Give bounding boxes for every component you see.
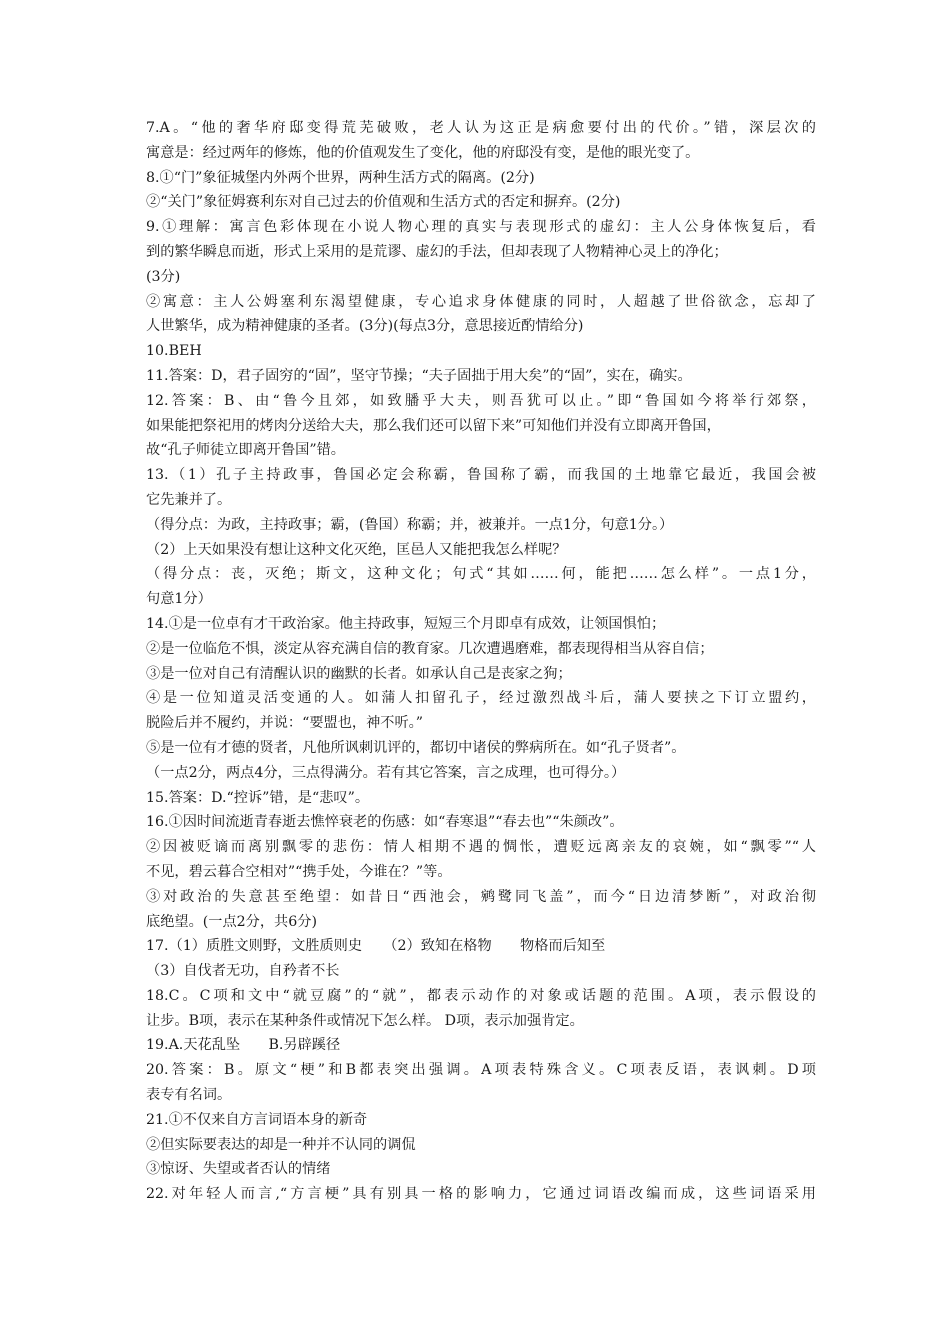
text-line-38: 19.A.天花乱坠 B.另辟蹊径: [146, 1037, 341, 1054]
text-line-21: 14.①是一位卓有才干政治家。他主持政事，短短三个月即卓有成效，让领国惧怕；: [146, 615, 666, 632]
text-line-36: 18.C。C项和文中“就豆腐”的“就”，都表示动作的对象或话题的范围。A项，表示假设的: [146, 987, 816, 1004]
text-line-37: 让步。B项，表示在某种条件或情况下怎么样。 D项，表示加强肯定。: [146, 1012, 584, 1029]
text-line-30: ②因被贬谪而离别飘零的悲伤：情人相期不遇的惆怅，遭贬远离亲友的哀婉，如“飘零”“人: [146, 839, 816, 856]
text-line-15: 13.（1）孔子主持政事，鲁国必定会称霸，鲁国称了霸，而我国的土地靠它最近，我国会被: [146, 467, 816, 484]
text-line-42: ②但实际要表达的却是一种并不认同的调侃: [146, 1136, 416, 1153]
text-line-8: ②寓意：主人公姆塞利东渴望健康，专心追求身体健康的同时，人超越了世俗欲念，忘却了: [146, 293, 816, 310]
text-line-20: 句意1分）: [146, 591, 212, 608]
text-line-44: 22.对年轻人而言,“方言梗”具有别具一格的影响力，它通过词语改编而成，这些词语采用: [146, 1186, 816, 1203]
text-line-16: 它先兼并了。: [146, 491, 232, 508]
text-line-3: 8.①“门”象征城堡内外两个世界，两种生活方式的隔离。(2分): [146, 169, 535, 186]
text-line-18: （2）上天如果没有想让这种文化灭绝，匡邑人又能把我怎么样呢？: [146, 541, 567, 558]
text-line-40: 表专有名词。: [146, 1087, 232, 1104]
text-line-26: ⑤是一位有才德的贤者，凡他所讽刺讥评的，都切中诸侯的弊病所在。如“孔子贤者”。: [146, 739, 686, 756]
text-line-32: ③对政治的失意甚至绝望：如昔日“西池会，鹓鹭同飞盖”，而今“日边清梦断”，对政治彻: [146, 888, 816, 905]
answer-key-text: [146, 116, 816, 1207]
text-line-11: 11.答案：D，君子固穷的“固”，坚守节操；“夫子固拙于用大矣”的“固”，实在，确实。: [146, 367, 692, 384]
text-line-29: 16.①因时间流逝青春逝去憔悴衰老的伤感：如“春寒退”“春去也”“朱颜改”。: [146, 814, 624, 831]
text-line-5: 9.①理解：寓言色彩体现在小说人物心理的真实与表现形式的虚幻：主人公身体恢复后，看: [146, 219, 816, 236]
text-line-31: 不见，碧云暮合空相对”“携手处，今谁在？”等。: [146, 863, 452, 880]
text-line-24: ④是一位知道灵活变通的人。如蒲人扣留孔子，经过激烈战斗后，蒲人要挟之下订立盟约，: [146, 690, 816, 707]
text-line-17: （得分点：为政，主持政事；霸，(鲁国）称霸；并，被兼并。一点1分，句意1分。）: [146, 516, 674, 533]
text-line-28: 15.答案：D.“控诉”错，是“悲叹”。: [146, 789, 370, 806]
text-line-35: （3）自伐者无功，自矜者不长: [146, 963, 340, 980]
text-line-9: 人世繁华，成为精神健康的圣者。(3分)(每点3分，意思接近酌情给分): [146, 318, 584, 335]
text-line-22: ②是一位临危不惧，淡定从容充满自信的教育家。几次遭遇磨难，都表现得相当从容自信；: [146, 640, 714, 657]
text-line-12: 12.答案：B、由“鲁今且郊，如致膰乎大夫，则吾犹可以止。”即“鲁国如今将举行郊祭，: [146, 392, 816, 409]
text-line-6: 到的繁华瞬息而逝，形式上采用的是荒谬、虚幻的手法，但却表现了人物精神心灵上的净化；: [146, 243, 728, 260]
text-line-1: 7.A。“他的奢华府邸变得荒芜破败，老人认为这正是病愈要付出的代价。”错，深层次的: [146, 120, 816, 136]
text-line-10: 10.BEH: [146, 343, 202, 360]
text-line-14: 故“孔子师徒立即离开鲁国”错。: [146, 442, 345, 459]
text-line-27: （一点2分，两点4分，三点得满分。若有其它答案，言之成理，也可得分。）: [146, 764, 626, 781]
text-line-7: (3分): [146, 268, 181, 285]
text-line-25: 脱险后并不履约，并说：“要盟也，神不听。”: [146, 715, 423, 732]
text-line-34: 17.（1）质胜文则野，文胜质则史 （2）致知在格物 物格而后知至: [146, 938, 606, 955]
text-line-2: 寓意是：经过两年的修炼，他的价值观发生了变化，他的府邸没有变，是他的眼光变了。: [146, 144, 700, 161]
text-line-39: 20.答案：B。原文“梗”和B都表突出强调。A项表特殊含义。C项表反语，表讽刺。D项: [146, 1062, 816, 1079]
text-line-13: 如果能把祭祀用的烤肉分送给大夫，那么我们还可以留下来”可知他们并没有立即离开鲁国，: [146, 417, 721, 434]
text-line-41: 21.①不仅来自方言词语本身的新奇: [146, 1111, 368, 1128]
text-line-19: （得分点：丧，灭绝；斯文，这种文化；句式“其如……何，能把……怎么样”。一点1分，: [146, 566, 816, 583]
text-line-23: ③是一位对自己有清醒认识的幽默的长者。如承认自己是丧家之狗；: [146, 665, 572, 682]
text-line-43: ③惊讶、失望或者否认的情绪: [146, 1161, 331, 1178]
text-line-4: ②“关门”象征姆赛利东对自己过去的价值观和生活方式的否定和摒弃。(2分): [146, 194, 621, 211]
text-line-33: 底绝望。(一点2分，共6分): [146, 913, 317, 930]
